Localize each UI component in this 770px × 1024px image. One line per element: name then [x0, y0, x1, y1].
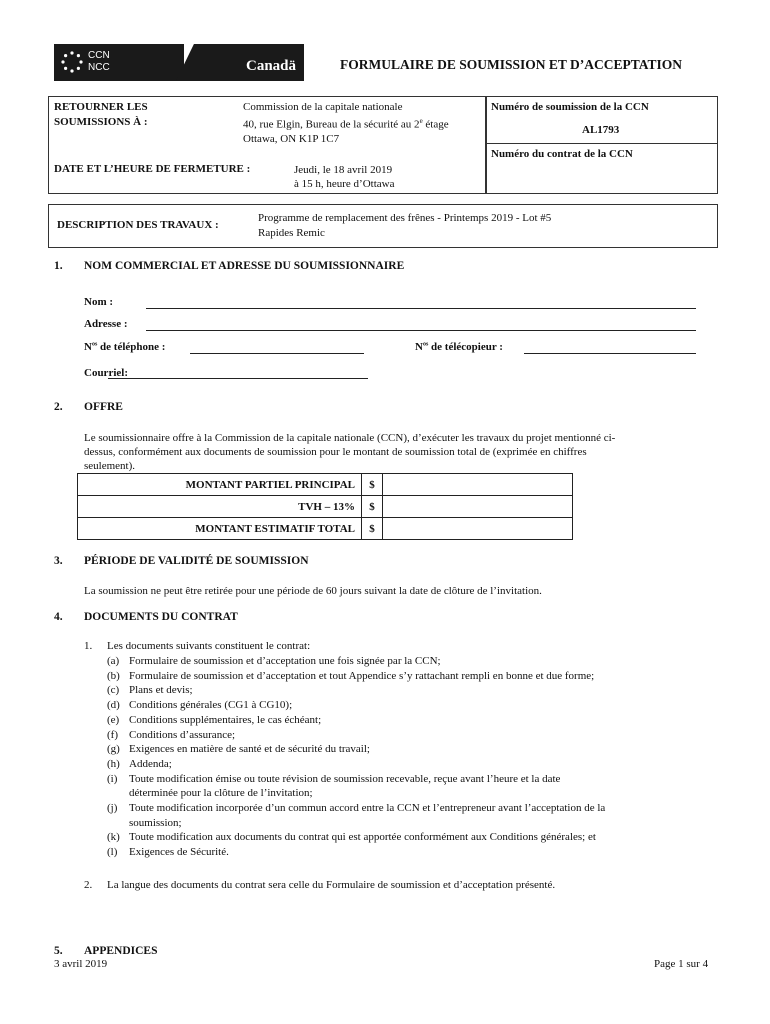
phone-label-text: de téléphone : — [97, 341, 166, 353]
closing-label: DATE ET L’HEURE DE FERMETURE : — [54, 163, 251, 175]
list-item-key: (d) — [107, 699, 120, 712]
name-field[interactable] — [146, 308, 696, 309]
list-item: Plans et devis; — [129, 684, 193, 697]
amounts-table — [77, 473, 573, 540]
list-item-key: (i) — [107, 772, 118, 785]
list-item: Conditions d’assurance; — [129, 728, 236, 741]
offer-text-line3: seulement). — [84, 460, 136, 472]
list-item: Formulaire de soumission et d’acceptation une fois signée par la CCN; — [129, 655, 441, 667]
closing-datetime — [294, 163, 395, 191]
validity-text: La soumission ne peut être retirée pour une période de 60 jours suivant la date de clôture de l’invitation. — [84, 585, 542, 597]
return-address — [243, 100, 449, 146]
list-item: Toute modification émise ou toute révision de soumission recevable, reçue avant l’heure et la date — [129, 772, 561, 785]
amount-label: TVH – 13% — [78, 496, 362, 518]
address-field[interactable] — [146, 330, 696, 331]
offer-text-line1: Le soumissionnaire offre à la Commission de la capitale nationale (CCN), d’exécuter les travaux du projet mentionné ci- — [84, 432, 616, 444]
section1-title: NOM COMMERCIAL ET ADRESSE DU SOUMISSIONNAIRE — [84, 260, 405, 272]
section5-title: APPENDICES — [84, 945, 158, 957]
documents-item2-text: La langue des documents du contrat sera celle du Formulaire de soumission et d’acceptation présenté. — [107, 879, 556, 891]
address-line2-end: étage — [422, 118, 449, 131]
offer-text — [84, 431, 714, 473]
email-field[interactable] — [108, 378, 368, 379]
canada-wordmark-text: Canadä — [246, 58, 297, 74]
amount-label: MONTANT PARTIEL PRINCIPAL — [78, 474, 362, 496]
amount-input-total[interactable] — [383, 518, 573, 540]
phone-label — [84, 341, 165, 353]
footer-date: 3 avril 2019 — [54, 958, 108, 970]
currency-sign: $ — [362, 496, 383, 518]
list-item: Exigences de Sécurité. — [129, 846, 229, 859]
list-item: Conditions supplémentaires, le cas échéant; — [129, 713, 322, 726]
closing-date: Jeudi, le 18 avril 2019 — [294, 164, 393, 176]
number-box-divider — [486, 143, 718, 144]
offer-text-line2: dessus, conformément aux documents de soumission pour le montant de soumission total de (exprimée en chiffres — [84, 446, 587, 458]
fax-field[interactable] — [524, 353, 696, 354]
description-label: DESCRIPTION DES TRAVAUX : — [57, 219, 219, 231]
list-item: Conditions générales (CG1 à CG10); — [129, 699, 293, 712]
submission-number-label: Numéro de soumission de la CCN — [491, 101, 649, 113]
contract-number-label: Numéro du contrat de la CCN — [491, 148, 633, 160]
section3-title: PÉRIODE DE VALIDITÉ DE SOUMISSION — [84, 555, 309, 567]
list-item-key: (k) — [107, 831, 120, 844]
section1-number: 1. — [54, 260, 63, 272]
currency-sign: $ — [362, 518, 383, 540]
address-line2 — [243, 114, 449, 132]
documents-item1-text: Les documents suivants constituent le contrat: — [107, 640, 311, 652]
amount-label: MONTANT ESTIMATIF TOTAL — [78, 518, 362, 540]
section3-number: 3. — [54, 555, 63, 567]
list-item: déterminée pour la clôture de l’invitation; — [129, 787, 313, 800]
fax-label — [415, 341, 503, 353]
fax-label-sup: os — [422, 341, 429, 348]
phone-label-sup: os — [91, 341, 98, 348]
address-line1: Commission de la capitale nationale — [243, 101, 403, 113]
return-label-line1: RETOURNER LES — [54, 101, 148, 113]
address-line2-text: 40, rue Elgin, Bureau de la sécurité au 2 — [243, 118, 420, 131]
name-label: Nom : — [84, 296, 114, 308]
amount-input-hst[interactable] — [383, 496, 573, 518]
table-row — [78, 518, 573, 540]
description-text — [258, 211, 551, 241]
list-item-key: (c) — [107, 684, 120, 697]
amount-input-subtotal[interactable] — [383, 474, 573, 496]
list-item-key: (l) — [107, 846, 118, 859]
list-item-key: (j) — [107, 802, 118, 814]
section5-number: 5. — [54, 945, 63, 957]
list-item-key: (g) — [107, 743, 120, 756]
phone-field[interactable] — [190, 353, 364, 354]
section4-title: DOCUMENTS DU CONTRAT — [84, 611, 238, 623]
logo-ncc-text: NCC — [88, 62, 110, 73]
section2-title: OFFRE — [84, 401, 123, 413]
list-item: Formulaire de soumission et d’acceptation et tout Appendice s’y rattachant rempli en bonne et due forme; — [129, 669, 595, 682]
table-row — [78, 496, 573, 518]
return-label-line2: SOUMISSIONS À : — [54, 116, 148, 128]
closing-time: à 15 h, heure d’Ottawa — [294, 178, 395, 190]
section2-number: 2. — [54, 401, 63, 413]
list-item-key: (e) — [107, 713, 120, 726]
list-item: Toute modification aux documents du contrat qui est apportée conformément aux Conditions générales; et — [129, 831, 596, 844]
return-label — [54, 100, 148, 130]
fax-label-n: N — [415, 341, 423, 353]
address-sup: e — [419, 117, 423, 125]
list-item-key: (h) — [107, 757, 120, 770]
section4-number: 4. — [54, 611, 63, 623]
phone-label-n: N — [84, 341, 92, 353]
documents-item2-number: 2. — [84, 879, 93, 891]
description-line1: Programme de remplacement des frênes - Printemps 2019 - Lot #5 — [258, 212, 552, 224]
fax-label-text: de télécopieur : — [428, 341, 503, 353]
ncc-emblem-icon — [60, 50, 84, 74]
footer-page-number: Page 1 sur 4 — [654, 958, 709, 970]
address-line3: Ottawa, ON K1P 1C7 — [243, 132, 340, 145]
list-item: soumission; — [129, 816, 182, 829]
list-item-key: (a) — [107, 655, 120, 667]
documents-item1-number: 1. — [84, 640, 93, 652]
address-label: Adresse : — [84, 318, 128, 330]
description-line2: Rapides Remic — [258, 227, 325, 239]
list-item: Exigences en matière de santé et de sécurité du travail; — [129, 743, 370, 756]
list-item-key: (f) — [107, 728, 118, 741]
list-item-key: (b) — [107, 669, 120, 682]
email-label: Courriel: — [84, 367, 128, 379]
list-item: Addenda; — [129, 757, 172, 770]
submission-number-value: AL1793 — [582, 124, 620, 136]
currency-sign: $ — [362, 474, 383, 496]
form-title: FORMULAIRE DE SOUMISSION ET D’ACCEPTATION — [340, 57, 683, 72]
table-row — [78, 474, 573, 496]
list-item: Toute modification incorporée d’un commun accord entre la CCN et l’entrepreneur avant l’acceptation de la — [129, 802, 606, 814]
logo-ccn-text: CCN — [88, 50, 110, 61]
